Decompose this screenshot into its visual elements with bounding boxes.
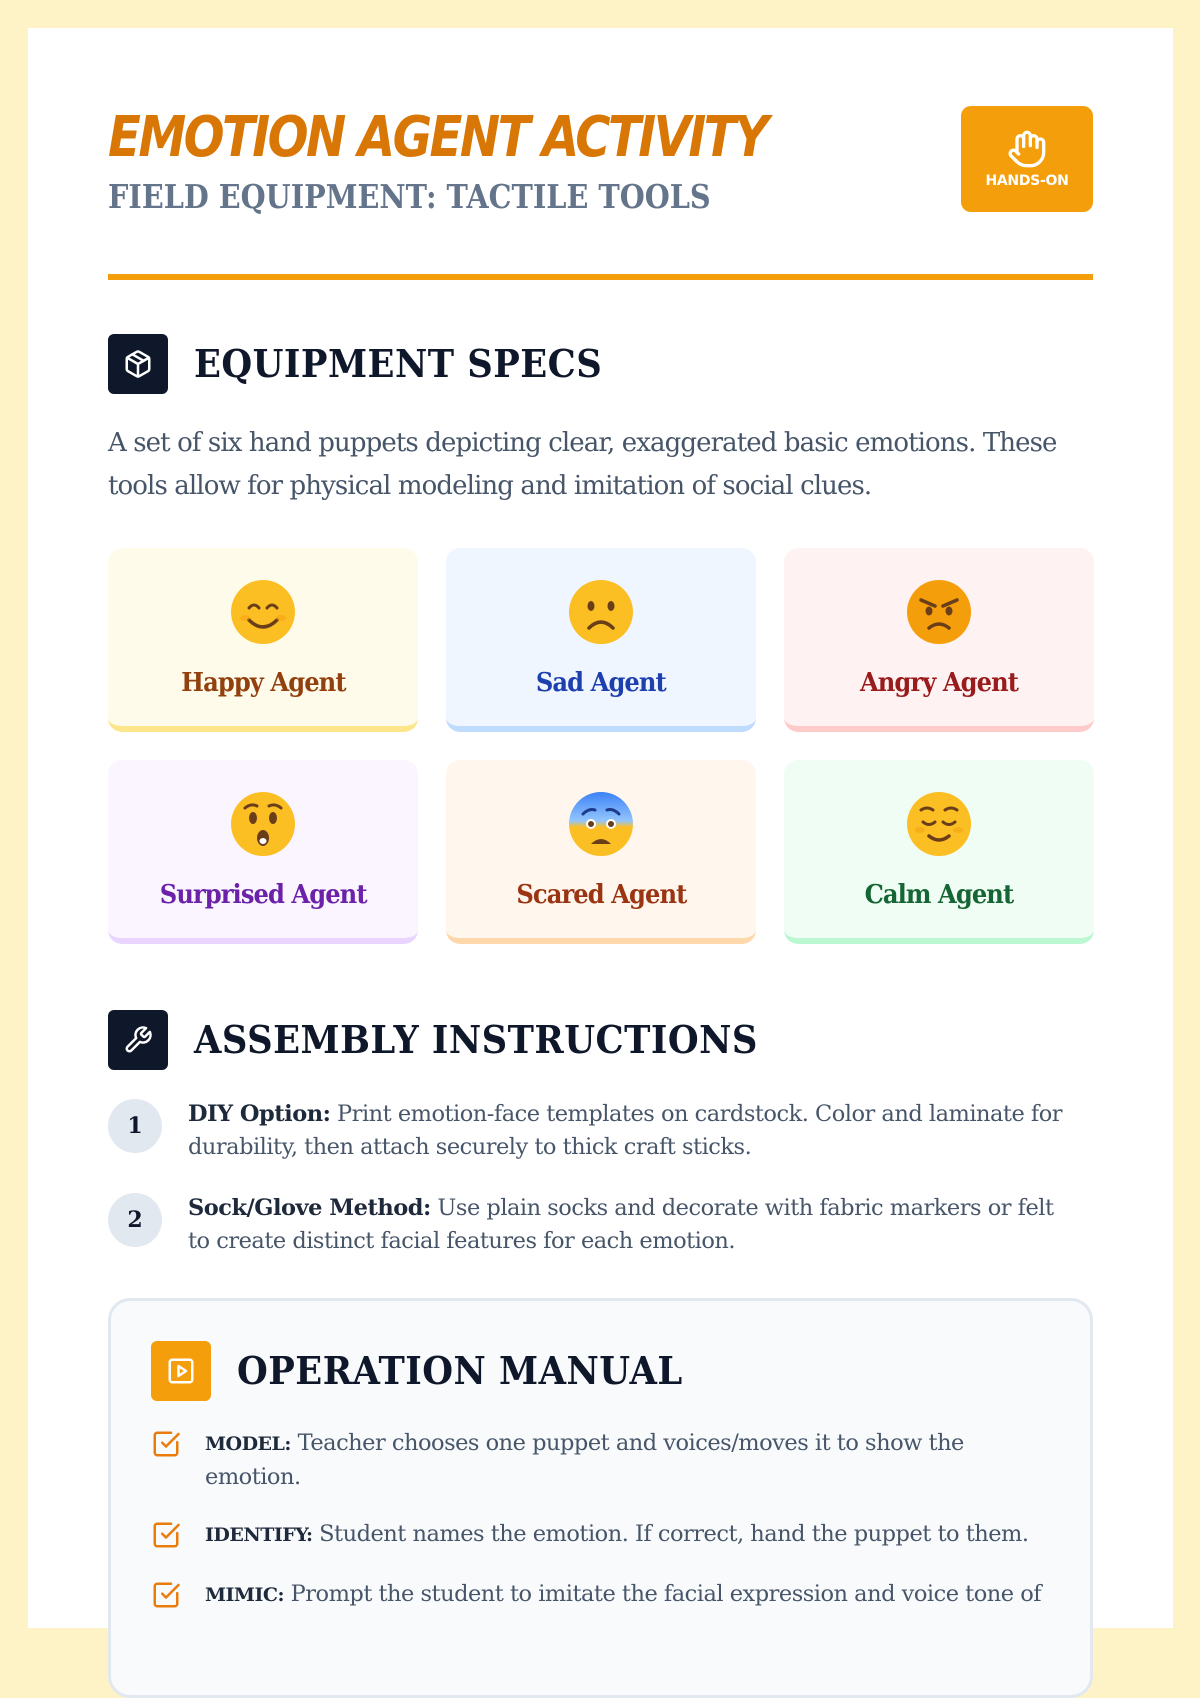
smiling-face-icon bbox=[229, 578, 297, 646]
wrench-icon bbox=[108, 1010, 168, 1070]
manual-item-text bbox=[205, 1427, 1050, 1494]
manual-item-body: Student names the emotion. If correct, hand the puppet to them. bbox=[312, 1521, 1029, 1547]
section-title: EQUIPMENT SPECS bbox=[194, 341, 603, 386]
puppet-label: Sad Agent bbox=[536, 668, 666, 698]
list-item bbox=[151, 1578, 1050, 1614]
puppet-card bbox=[108, 760, 418, 944]
page-header bbox=[108, 28, 1093, 280]
relieved-face-icon bbox=[905, 790, 973, 858]
list-item bbox=[151, 1518, 1050, 1554]
puppet-card bbox=[784, 548, 1094, 732]
puppet-label: Surprised Agent bbox=[159, 880, 367, 910]
section-title: ASSEMBLY INSTRUCTIONS bbox=[194, 1017, 758, 1062]
step-number: 2 bbox=[108, 1193, 162, 1247]
box-icon bbox=[108, 334, 168, 394]
page-title: EMOTION AGENT ACTIVITY bbox=[108, 105, 767, 170]
angry-face-icon bbox=[905, 578, 973, 646]
checkbox-checked-icon bbox=[151, 1427, 181, 1463]
operation-manual-heading bbox=[151, 1341, 1050, 1401]
section-title: OPERATION MANUAL bbox=[237, 1348, 683, 1393]
step-number: 1 bbox=[108, 1099, 162, 1153]
list-item bbox=[108, 1098, 1093, 1164]
frowning-face-icon bbox=[567, 578, 635, 646]
checkbox-checked-icon bbox=[151, 1518, 181, 1554]
puppet-label: Angry Agent bbox=[859, 668, 1019, 698]
manual-checklist bbox=[151, 1427, 1050, 1614]
fearful-face-icon bbox=[567, 790, 635, 858]
list-item bbox=[108, 1192, 1093, 1258]
manual-item-label: MIMIC: bbox=[205, 1584, 284, 1606]
activity-sheet bbox=[28, 28, 1173, 1628]
checkbox-checked-icon bbox=[151, 1578, 181, 1614]
step-text bbox=[188, 1098, 1068, 1164]
play-icon bbox=[151, 1341, 211, 1401]
assembly-heading bbox=[108, 1010, 1093, 1070]
manual-item-label: IDENTIFY: bbox=[205, 1524, 313, 1546]
operation-manual-panel bbox=[108, 1298, 1093, 1698]
manual-item-label: MODEL: bbox=[205, 1433, 291, 1455]
page-subtitle: FIELD EQUIPMENT: TACTILE TOOLS bbox=[108, 177, 711, 216]
puppet-grid bbox=[108, 548, 1093, 944]
puppet-card bbox=[108, 548, 418, 732]
hand-icon bbox=[1007, 129, 1047, 169]
step-body: Use plain socks and decorate with fabric markers or felt to create distinct facial features for each emotion. bbox=[188, 1195, 1054, 1254]
manual-item-text bbox=[205, 1518, 1050, 1552]
list-item bbox=[151, 1427, 1050, 1494]
puppet-card bbox=[784, 760, 1094, 944]
puppet-card bbox=[446, 548, 756, 732]
puppet-label: Happy Agent bbox=[180, 668, 346, 698]
step-label: Sock/Glove Method: bbox=[188, 1195, 431, 1221]
manual-item-body: Teacher chooses one puppet and voices/moves it to show the emotion. bbox=[205, 1430, 964, 1490]
equipment-specs-heading bbox=[108, 334, 1093, 394]
assembly-steps bbox=[108, 1098, 1093, 1258]
badge-label: HANDS-ON bbox=[985, 173, 1069, 189]
puppet-label: Scared Agent bbox=[516, 880, 686, 910]
step-body: Print emotion-face templates on cardstock. Color and laminate for durability, then attach securely to thick craft sticks. bbox=[188, 1101, 1063, 1160]
hands-on-badge bbox=[961, 106, 1093, 212]
specs-description: A set of six hand puppets depicting clear, exaggerated basic emotions. These tools allow for physical modeling and imitation of social clues. bbox=[108, 428, 1057, 501]
manual-item-text bbox=[205, 1578, 1050, 1612]
step-label: DIY Option: bbox=[188, 1101, 331, 1127]
puppet-label: Calm Agent bbox=[864, 880, 1014, 910]
manual-item-body: Prompt the student to imitate the facial expression and voice tone of bbox=[283, 1581, 1042, 1607]
step-text bbox=[188, 1192, 1068, 1258]
surprised-face-icon bbox=[229, 790, 297, 858]
puppet-card bbox=[446, 760, 756, 944]
